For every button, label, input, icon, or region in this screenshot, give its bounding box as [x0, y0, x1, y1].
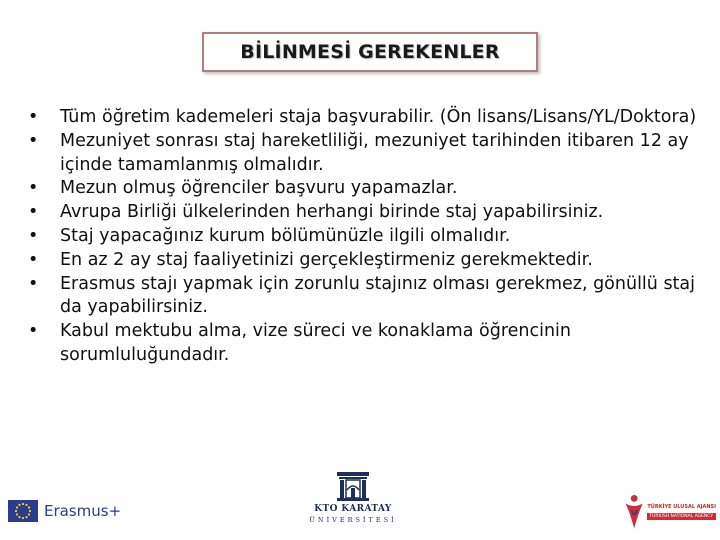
- list-item: • Mezuniyet sonrası staj hareketliliği, mezuniyet tarihinden itibaren 12 ay içinde tamamlanmış olmalıdır.: [22, 130, 702, 178]
- list-item: • Tüm öğretim kademeleri staja başvurabilir. (Ön lisans/Lisans/YL/Doktora): [22, 106, 702, 130]
- agency-name-en: TURKISH NATIONAL AGENCY: [647, 513, 716, 520]
- agency-name-tr: TÜRKİYE ULUSAL AJANSI: [647, 504, 716, 510]
- eu-flag-icon: [8, 500, 38, 522]
- list-item: • Erasmus stajı yapmak için zorunlu stajınız olması gerekmez, gönüllü staj da yapabilirsiniz.: [22, 273, 702, 321]
- karatay-name: KTO KARATAY: [314, 504, 392, 514]
- list-item: • Kabul mektubu alma, vize süreci ve konaklama öğrencinin sorumluluğundadır.: [22, 320, 702, 368]
- list-item: • Avrupa Birliği ülkelerinden herhangi birinde staj yapabilirsiniz.: [22, 201, 702, 225]
- requirements-list: [22, 106, 702, 368]
- erasmus-logo-text: Erasmus+: [44, 502, 122, 520]
- national-agency-logo: [624, 488, 716, 536]
- agency-figure-icon: [624, 490, 644, 534]
- list-item: • En az 2 ay staj faaliyetinizi gerçekleştirmeniz gerekmektedir.: [22, 249, 702, 273]
- building-emblem-icon: [335, 470, 371, 502]
- karatay-subtitle: ÜNİVERSİTESİ: [309, 516, 397, 524]
- kto-karatay-logo: [304, 470, 402, 532]
- list-item: • Staj yapacağınız kurum bölümünüzle ilgili olmalıdır.: [22, 225, 702, 249]
- slide-title: BİLİNMESİ GEREKENLER: [240, 41, 500, 63]
- slide-title-box: [202, 32, 538, 72]
- erasmus-plus-logo: [8, 496, 148, 526]
- list-item: • Mezun olmuş öğrenciler başvuru yapamazlar.: [22, 177, 702, 201]
